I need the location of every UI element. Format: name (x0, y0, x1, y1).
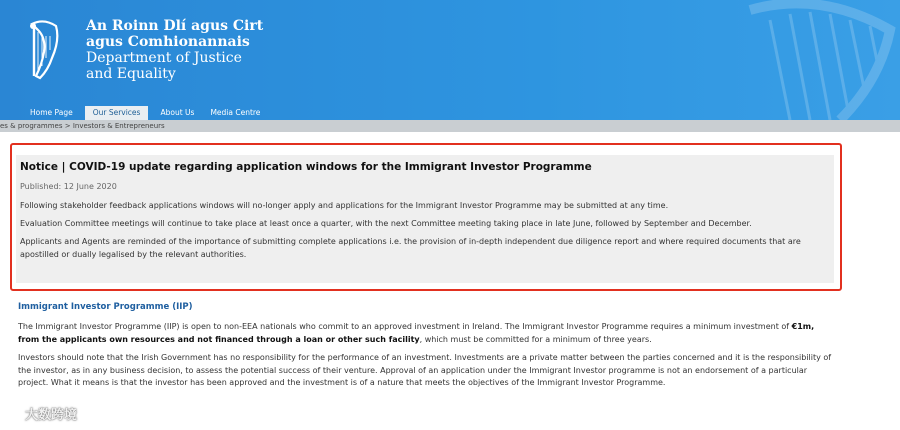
harp-watermark-icon (730, 0, 900, 120)
dept-name-irish-1: An Roinn Dlí agus Cirt (86, 18, 264, 34)
notice-title: Notice | COVID-19 update regarding application windows for the Immigrant Investor Programme (20, 161, 592, 173)
watermark-brand-text: 大数跨境 (25, 408, 78, 423)
department-name[interactable] (86, 18, 263, 82)
published-date: Published: 12 June 2020 (20, 182, 117, 191)
notice-highlight-frame (10, 143, 842, 291)
iip-heading: Immigrant Investor Programme (IIP) (18, 302, 193, 312)
dept-name-irish-2: agus Comhionannais (86, 34, 250, 50)
harp-logo-icon[interactable] (22, 18, 66, 82)
watermark-brand-icon (6, 407, 22, 421)
iip-p1-start: The Immigrant Investor Programme (IIP) is open to non-EEA nationals who commit to an approved investment in Ireland. The Immigrant Investor Programme requires a minimum investment of (18, 322, 792, 331)
nav-media-centre[interactable]: Media Centre (210, 108, 261, 117)
site-header (0, 0, 900, 120)
nav-about-us[interactable]: About Us (160, 108, 195, 117)
iip-paragraph-2: Investors should note that the Irish Government has no responsibility for the performance of an investment. Investments are a private matter between the parties concerned and it is the responsibility of the investor, as in any business decision, to assess the potential success of their venture. Approval of an application under the Immigrant Investor programme is not an endorsement of a particular project. What it means is that the investor has been approved and the investment is of a nature that meets the objectives of the Immigrant Investor Programme. (18, 353, 832, 387)
notice-paragraph-2: Evaluation Committee meetings will continue to take place at least once a quarter, with the next Committee meeting taking place in late June, followed by September and December. (20, 219, 752, 228)
iip-p1-end: , which must be committed for a minimum of three years. (419, 334, 652, 344)
dept-name-english-2: and Equality (86, 66, 176, 82)
watermark-brand (6, 404, 77, 423)
iip-section (18, 302, 838, 396)
iip-p1-bold: €1m, from the applicants own resources and not financed through a loan or other such facility (18, 322, 815, 344)
breadcrumb-text[interactable]: es & programmes > Investors & Entrepreneurs (0, 122, 165, 130)
notice-paragraph-1: Following stakeholder feedback applications windows will no-longer apply and applications for the Immigrant Investor Programme may be submitted at any time. (20, 201, 669, 210)
breadcrumb (0, 120, 900, 132)
notice-paragraph-3: Applicants and Agents are reminded of the importance of submitting complete applications i.e. the provision of in-depth independent due diligence report and where required documents that are apostilled or dually legalised by the relevant authorities. (20, 237, 801, 259)
nav-home-page[interactable]: Home Page (30, 108, 73, 117)
nav-our-services[interactable]: Our Services (85, 106, 149, 120)
dept-name-english-1: Department of Justice (86, 50, 242, 66)
iip-paragraph-1 (18, 321, 838, 346)
main-navigation (0, 106, 268, 120)
